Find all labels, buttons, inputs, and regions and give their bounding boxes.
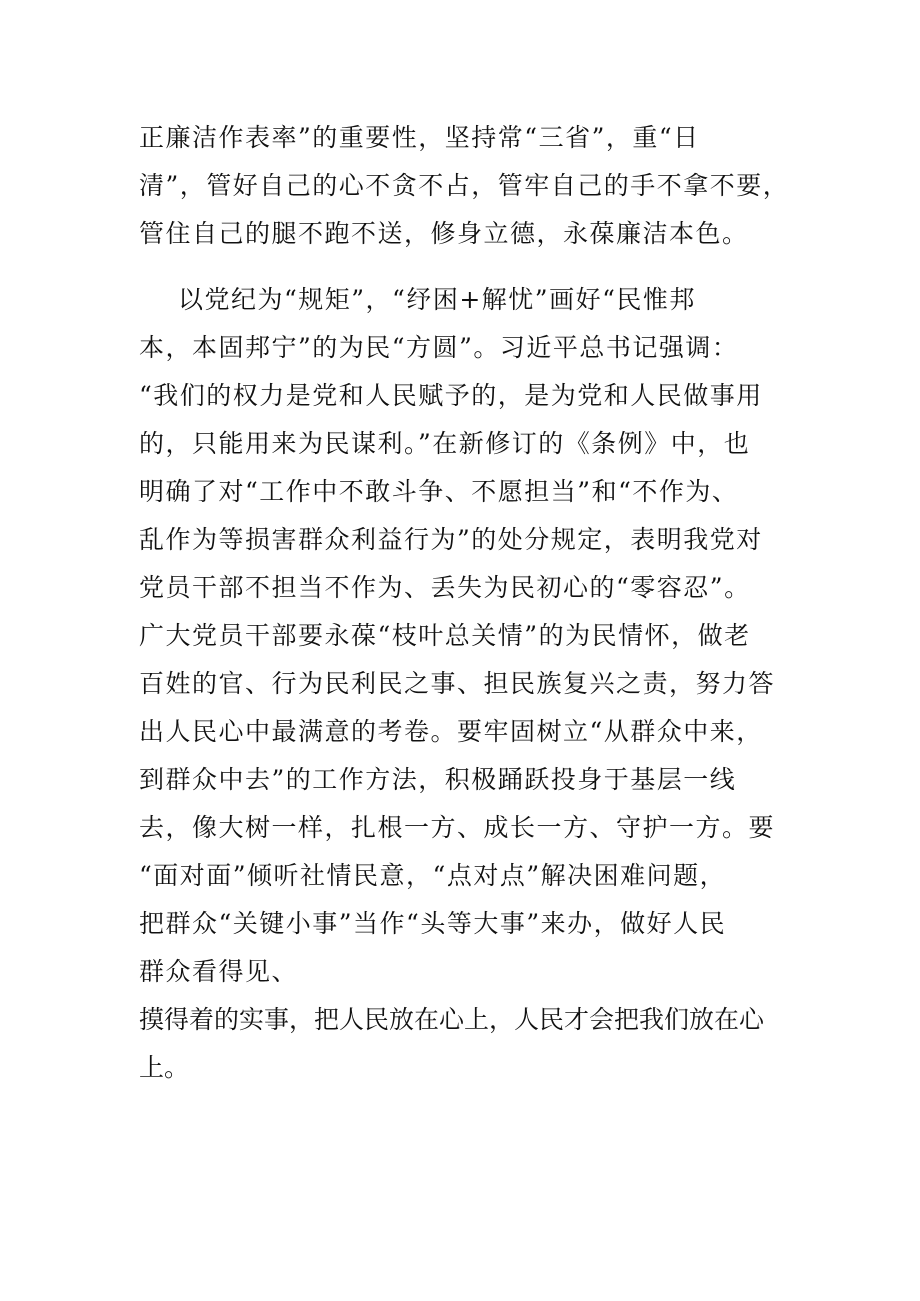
text-line: 摸得着的实事，把人民放在心上，人民才会把我们放在心 — [139, 1005, 765, 1034]
text-line: 以党纪为“规矩”，“纾困+解忧”画好“民惟邦 — [178, 285, 696, 314]
text-line: 出人民心中最满意的考卷。要牢固树立“从群众中来， — [139, 717, 763, 746]
text-line: 的，只能用来为民谋利。”在新修订的《条例》中，也 — [139, 429, 751, 458]
text-line: 群众看得见、 — [139, 957, 299, 986]
text-line: 正廉洁作表率”的重要性，坚持常“三省”，重“日 — [139, 123, 700, 152]
text-line: 把群众“关键小事”当作“头等大事”来办，做好人民 — [139, 909, 727, 938]
text-line: 百姓的官、行为民利民之事、担民族复兴之责，努力答 — [139, 669, 776, 698]
text-line: 去，像大树一样，扎根一方、成长一方、守护一方。要 — [139, 813, 776, 842]
text-line: “面对面”倾听社情民意，“点对点”解决困难问题， — [139, 861, 727, 890]
text-line: 本，本固邦宁”的为民“方圆”。习近平总书记强调： — [139, 333, 739, 362]
text-line: 广大党员干部要永葆“枝叶总关情”的为民情怀，做老 — [139, 621, 751, 650]
text-line: 清”，管好自己的心不贪不占，管牢自己的手不拿不要， — [139, 171, 790, 200]
text-line: 到群众中去”的工作方法，积极踊跃投身于基层一线 — [139, 765, 737, 794]
text-line: 管住自己的腿不跑不送，修身立德，永葆廉洁本色。 — [139, 219, 749, 248]
text-line: 明确了对“工作中不敢斗争、不愿担当”和“不作为、 — [139, 477, 739, 506]
text-line: “我们的权力是党和人民赋予的，是为党和人民做事用 — [139, 381, 763, 410]
text-line: 上。 — [139, 1053, 190, 1082]
text-line: 党员干部不担当不作为、丢失为民初心的“零容忍”。 — [139, 573, 751, 602]
text-line: 乱作为等损害群众利益行为”的处分规定，表明我党对 — [139, 525, 763, 554]
